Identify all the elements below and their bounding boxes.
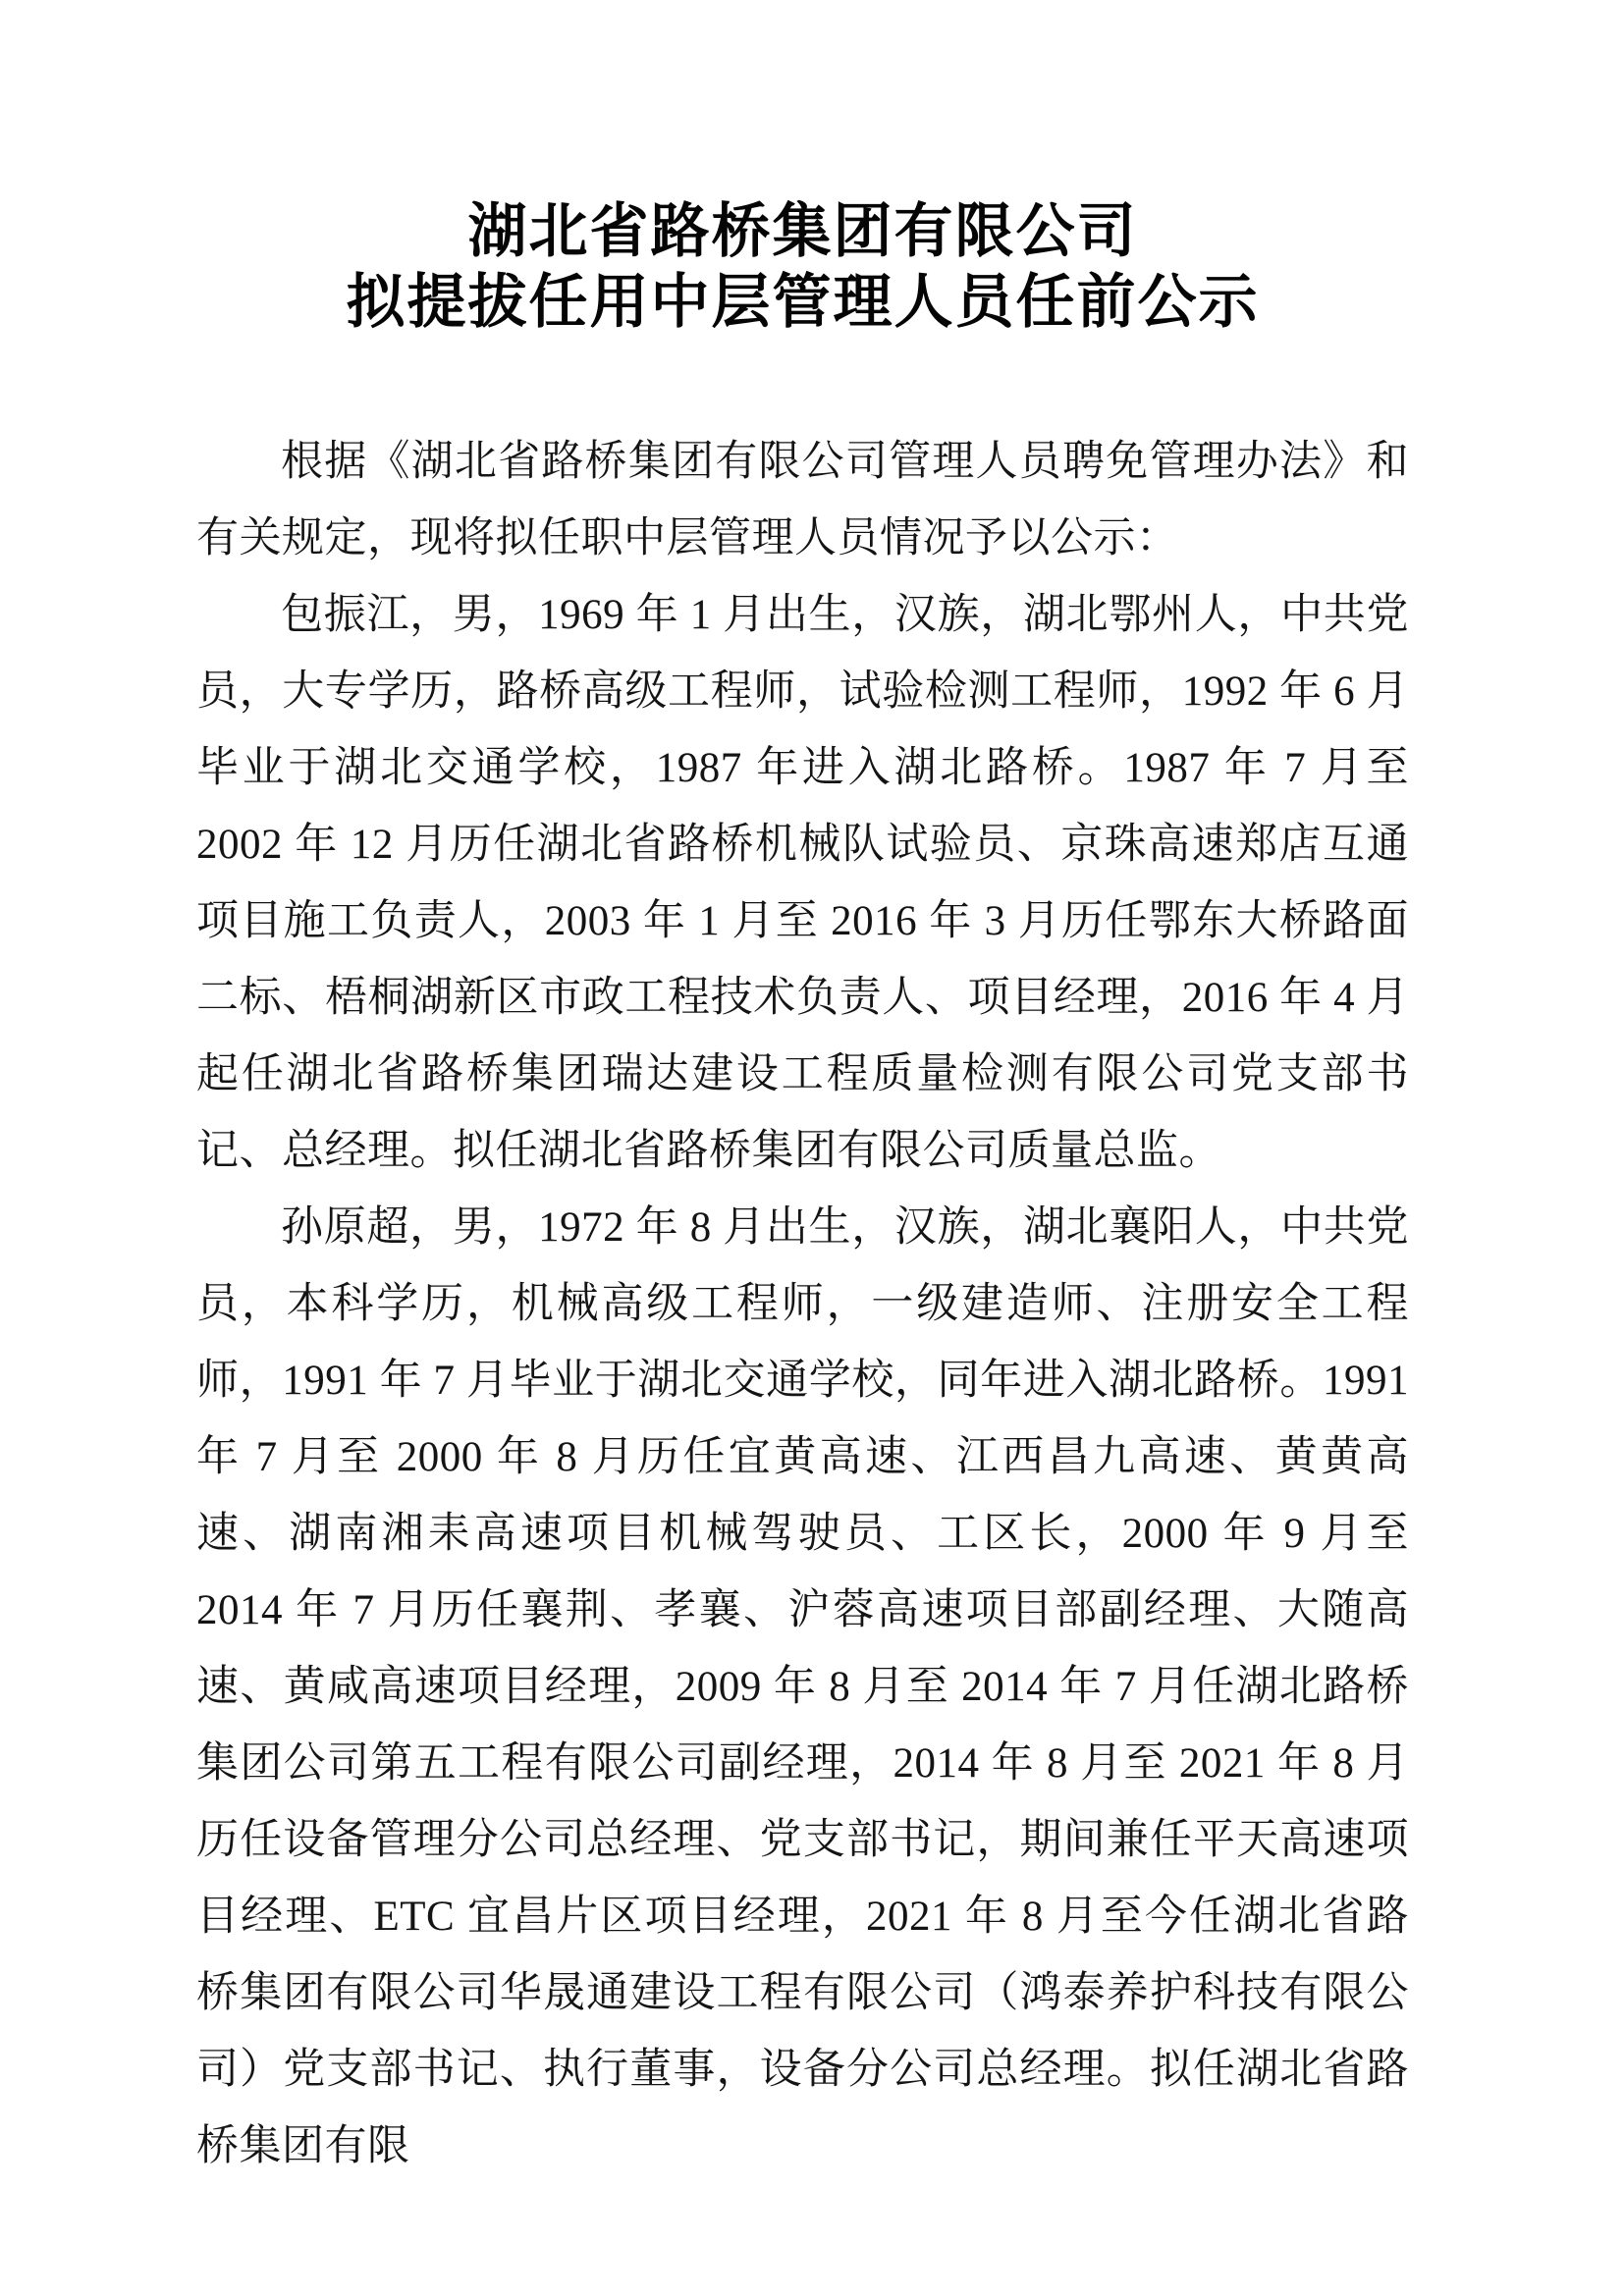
intro-paragraph: 根据《湖北省路桥集团有限公司管理人员聘免管理办法》和有关规定，现将拟任职中层管理人员情况予以公示： [196, 439, 1409, 561]
document-title-line-1: 湖北省路桥集团有限公司 [467, 199, 1138, 264]
document-body [196, 424, 1409, 2185]
document-title-line-2: 拟提拔任用中层管理人员任前公示 [346, 270, 1260, 335]
profile-paragraph-bao-zhenjiang: 包振江，男，1969 年 1 月出生，汉族，湖北鄂州人，中共党员，大专学历，路桥高级工程师，试验检测工程师，1992 年 6 月毕业于湖北交通学校，1987 年进入湖北路桥。1987 年 7 月至 2002 年 12 月历任湖北省路桥机械队试验员、京珠高速郑店互通项目施工负责人，2003 年 1 月至 2016 年 3 月历任鄂东大桥路面二标、梧桐湖新区市政工程技术负责人、项目经理，2016 年 4 月起任湖北省路桥集团瑞达建设工程质量检测有限公司党支部书记、总经理。拟任湖北省路桥集团有限公司质量总监。 [196, 592, 1409, 1174]
document-title [196, 196, 1409, 338]
profile-paragraph-sun-yuanchao: 孙原超，男，1972 年 8 月出生，汉族，湖北襄阳人，中共党员，本科学历，机械高级工程师，一级建造师、注册安全工程师，1991 年 7 月毕业于湖北交通学校，同年进入湖北路桥。1991 年 7 月至 2000 年 8 月历任宜黄高速、江西昌九高速、黄黄高速、湖南湘耒高速项目机械驾驶员、工区长，2000 年 9 月至 2014 年 7 月历任襄荆、孝襄、沪蓉高速项目部副经理、大随高速、黄咸高速项目经理，2009 年 8 月至 2014 年 7 月任湖北路桥集团公司第五工程有限公司副经理，2014 年 8 月至 2021 年 8 月历任设备管理分公司总经理、党支部书记，期间兼任平天高速项目经理、ETC 宜昌片区项目经理，2021 年 8 月至今任湖北省路桥集团有限公司华晟通建设工程有限公司（鸿泰养护科技有限公司）党支部书记、执行董事，设备分公司总经理。拟任湖北省路桥集团有限 [196, 1204, 1409, 2169]
